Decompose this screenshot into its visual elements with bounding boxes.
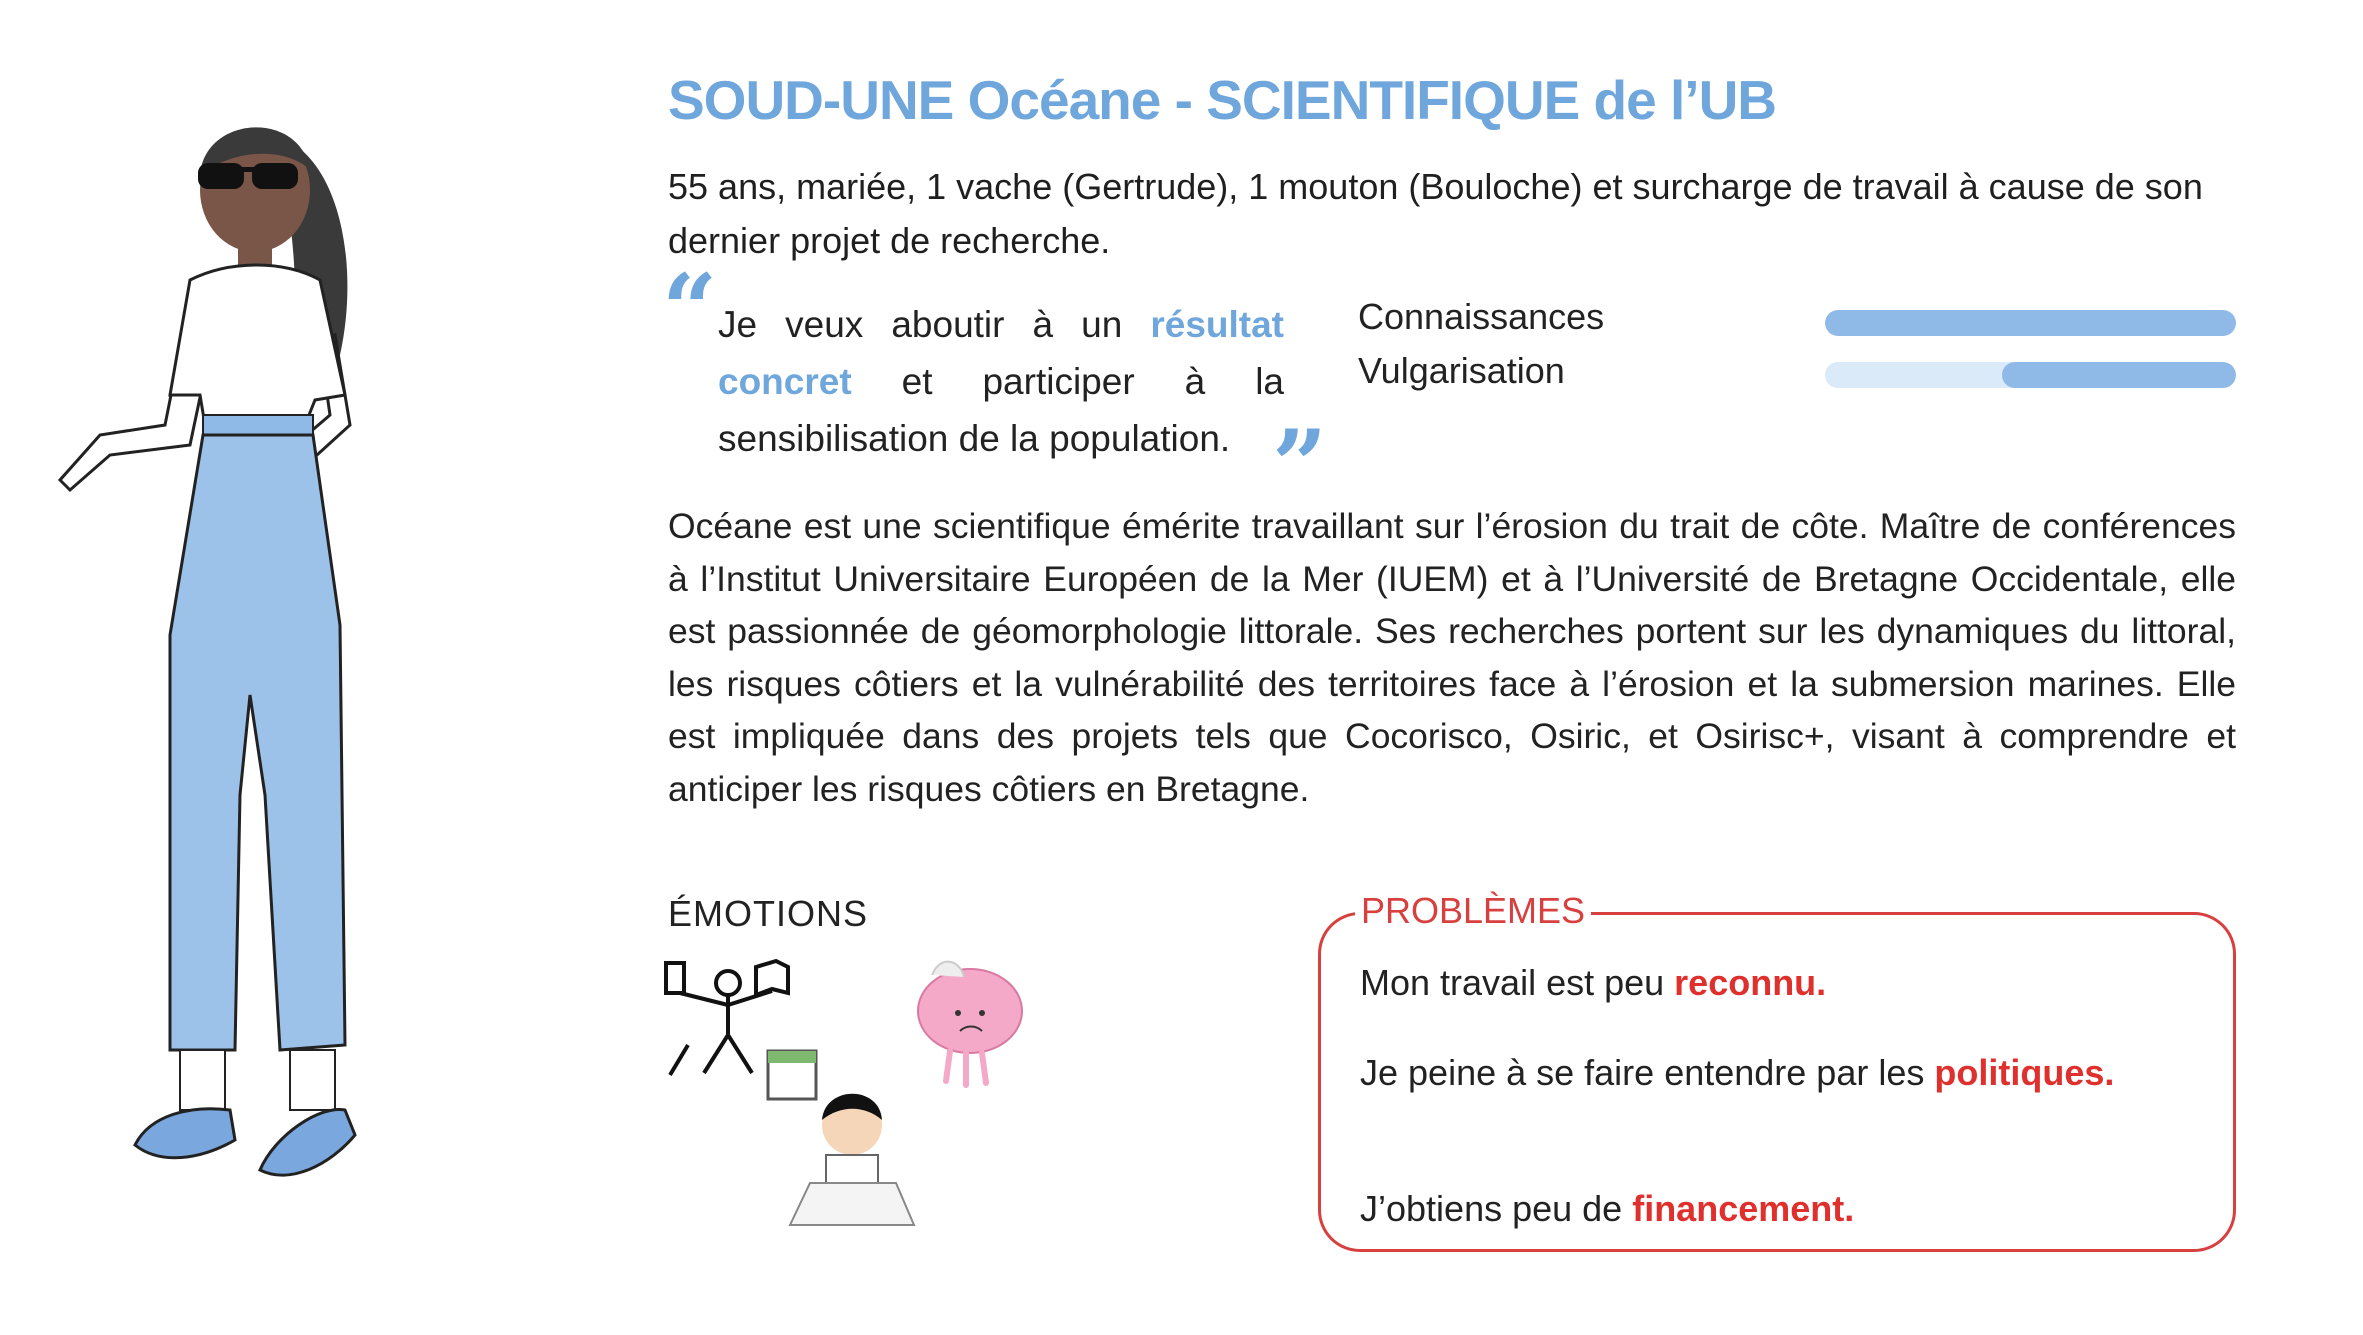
skill-bar-fill xyxy=(1825,310,2236,336)
emotions-heading: ÉMOTIONS xyxy=(668,893,869,934)
problem-highlight: reconnu. xyxy=(1674,962,1827,1003)
persona-description: Océane est une scientifique émérite travaillant sur l’érosion du trait de côte. Maître de conférences à l’Institut Universitaire Européen de la Mer (IUEM) et à l’Université de Bretagne Occidentale, elle est passionnée de géomorphologie littorale. Ses recherches portent sur les dynamiques du littoral, les risques côtiers et la vulnérabilité des territoires face à l’érosion et la submersion marines. Elle est impliquée dans des projets tels que Cocorisco, Osiric, et Osirisc+, visant à comprendre et anticiper les risques côtiers en Bretagne. xyxy=(668,506,2236,809)
open-quote-icon: “ xyxy=(662,253,718,366)
quote-text-end: et participer à la sensibilisation de la population. xyxy=(718,361,1284,459)
emotions-illustrations xyxy=(660,955,1040,1235)
persona-title: SOUD-UNE Océane - SCIENTIFIQUE de l’UB xyxy=(668,69,1777,131)
skill-label-vulgarisation: Vulgarisation xyxy=(1358,350,1565,391)
skill-bar-fill xyxy=(2002,362,2236,388)
quote-highlight: résultat concret xyxy=(718,304,1284,402)
skill-label-connaissances: Connaissances xyxy=(1358,296,1605,337)
quote-text-start: Je veux aboutir à un xyxy=(718,304,1151,345)
problem-text: Je peine à se faire entendre par les xyxy=(1360,1052,1935,1093)
problem-item xyxy=(1360,960,2194,1006)
calendar-icon xyxy=(768,1051,816,1099)
skill-bar-connaissances xyxy=(1825,310,2236,336)
problem-item xyxy=(1360,1050,2194,1096)
skill-bar-vulgarisation xyxy=(1825,362,2236,388)
problem-item xyxy=(1360,1186,2194,1232)
persona-illustration xyxy=(40,95,480,1255)
persona-quote xyxy=(718,296,1284,467)
problem-text: Mon travail est peu xyxy=(1360,962,1675,1003)
close-quote-icon: ” xyxy=(1272,409,1328,522)
overworked-scientist-icon xyxy=(790,1094,914,1225)
problems-heading: PROBLÈMES xyxy=(1355,890,1591,932)
problem-highlight: politiques. xyxy=(1934,1052,2115,1093)
problem-text: J’obtiens peu de xyxy=(1360,1188,1633,1229)
persona-intro: 55 ans, mariée, 1 vache (Gertrude), 1 mouton (Bouloche) et surcharge de travail à cause de son dernier projet de recherche. xyxy=(668,166,2203,261)
problem-highlight: financement. xyxy=(1632,1188,1855,1229)
sad-brain-icon xyxy=(918,962,1022,1085)
